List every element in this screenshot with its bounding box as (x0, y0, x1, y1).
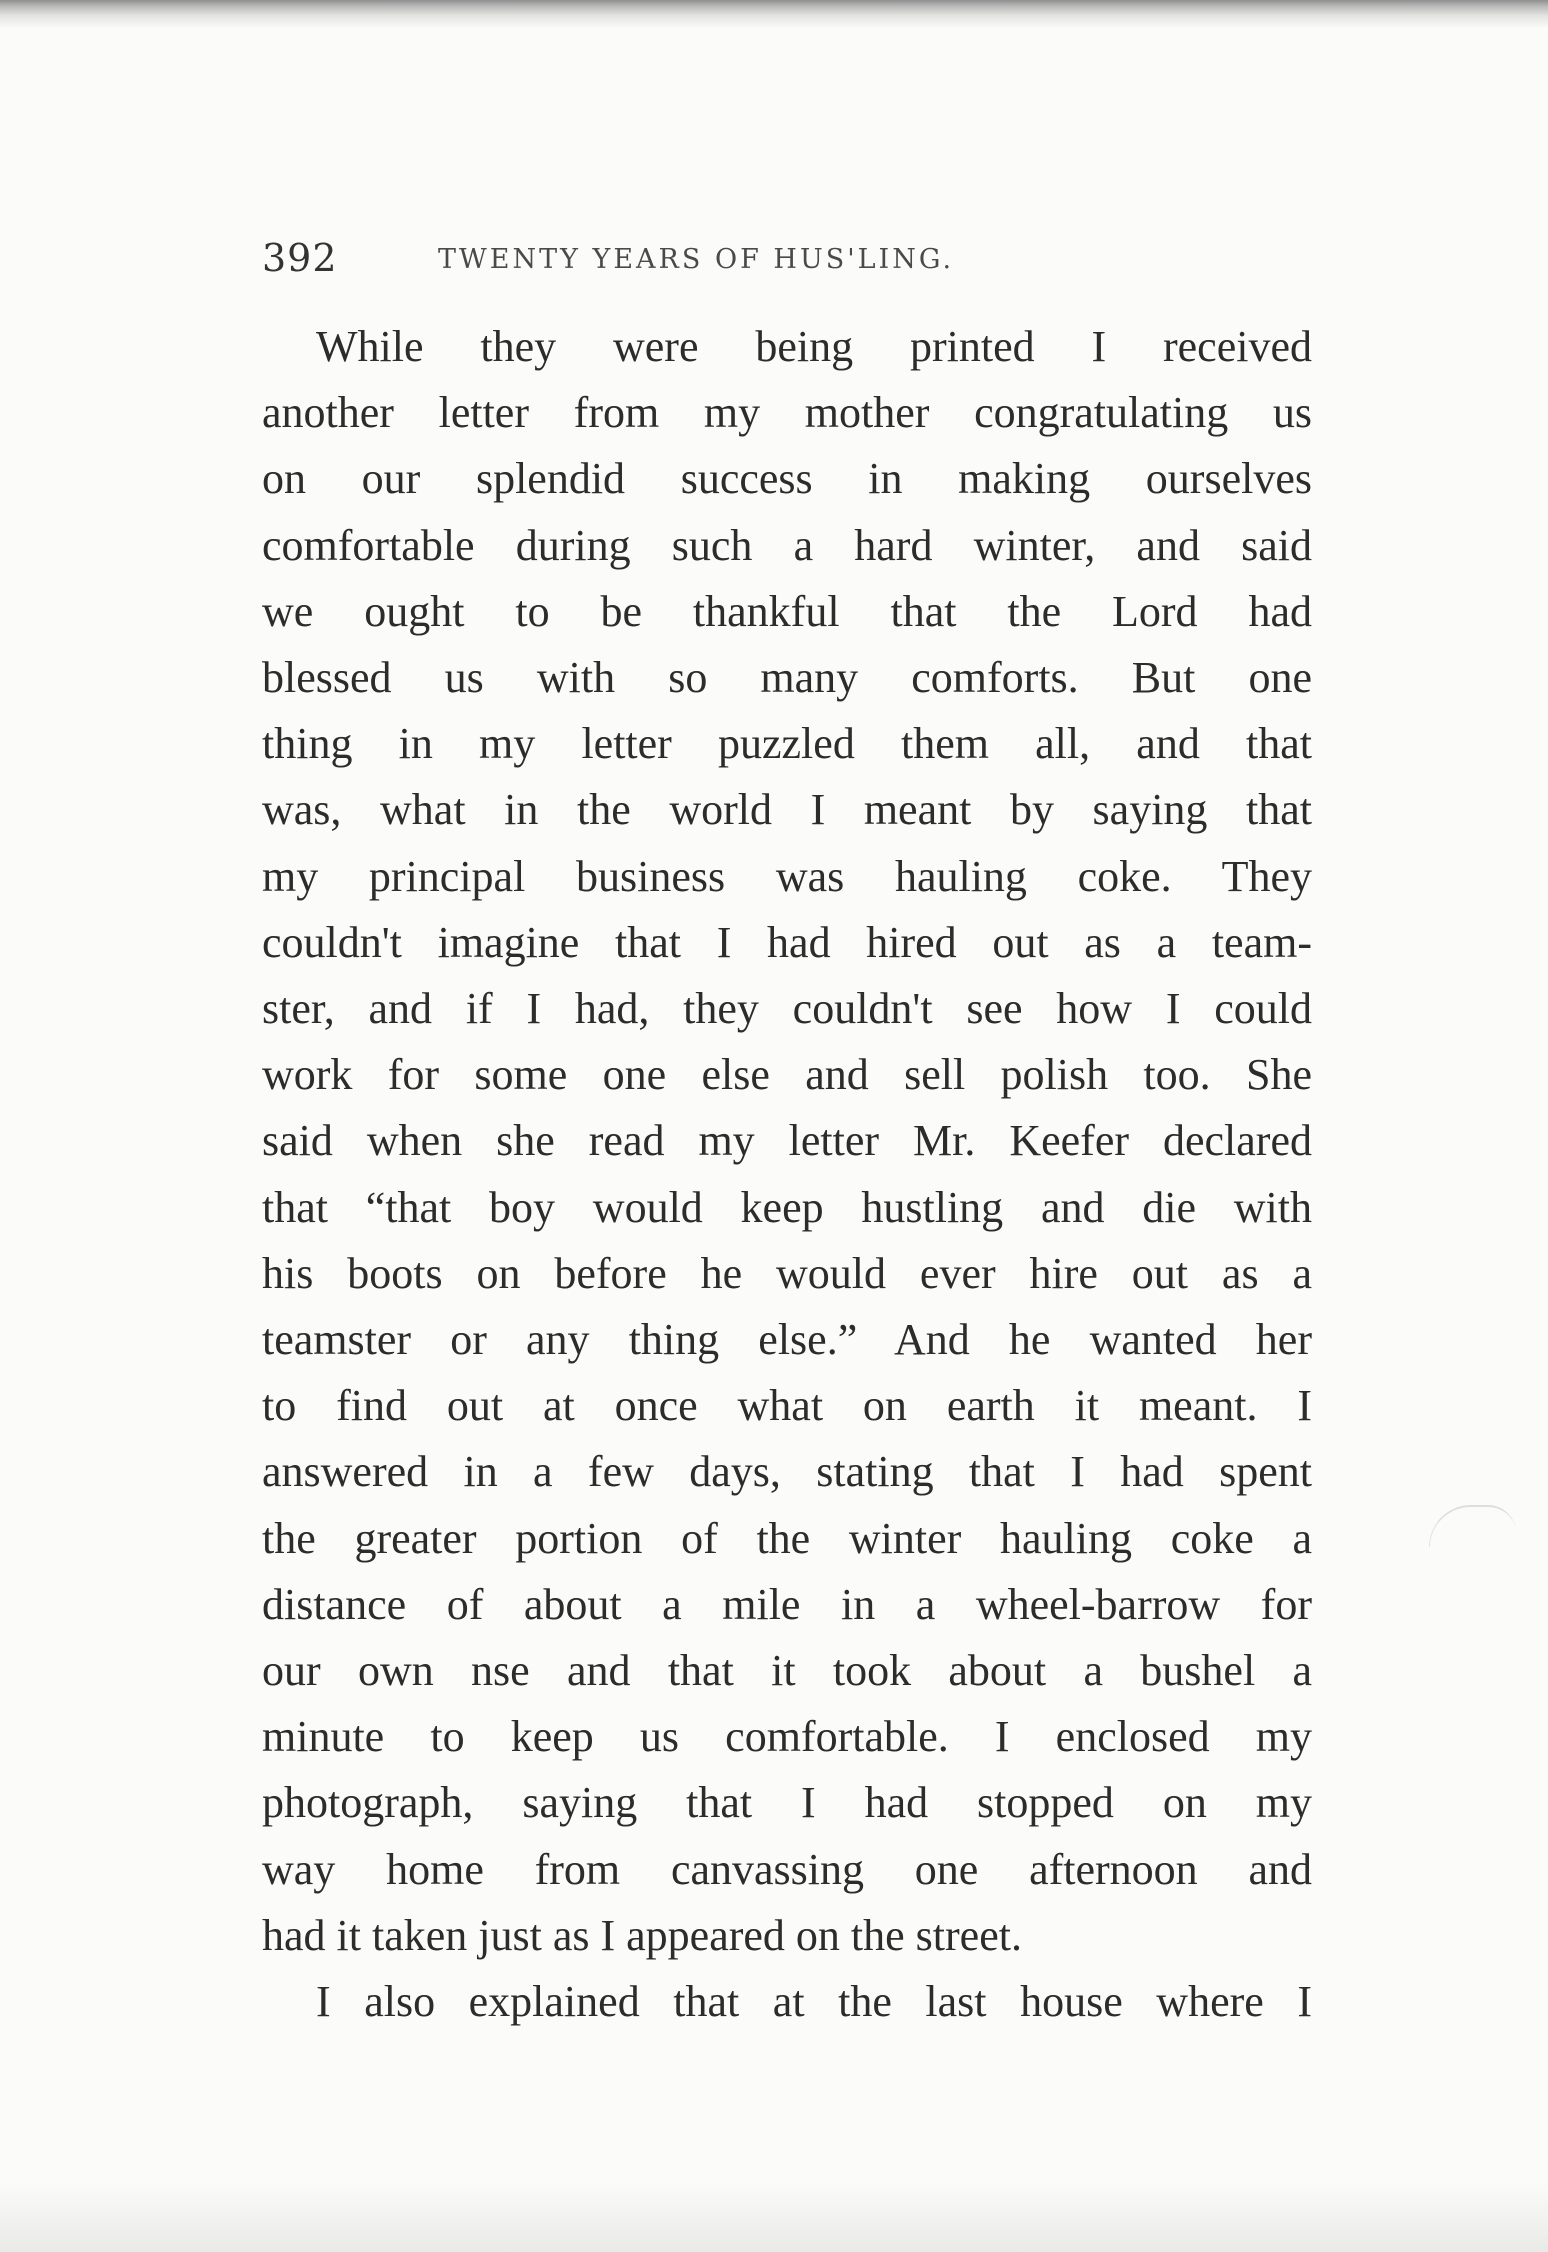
text-line: we ought to be thankful that the Lord had (262, 586, 1312, 636)
text-line: our own nse and that it took about a bushel a (262, 1646, 1312, 1696)
text-line: ster, and if I had, they couldn't see how I could (262, 984, 1312, 1034)
text-line: distance of about a mile in a wheel-barrow for (262, 1579, 1312, 1629)
text-line: way home from canvassing one afternoon and (262, 1844, 1312, 1894)
text-line: work for some one else and sell polish too. She (262, 1050, 1312, 1100)
text-line: to find out at once what on earth it meant. I (262, 1381, 1312, 1431)
page-top-edge-shadow (0, 0, 1548, 28)
text-line: comfortable during such a hard winter, and said (262, 520, 1312, 570)
text-line: another letter from my mother congratulating us (262, 388, 1312, 438)
text-line: teamster or any thing else.” And he wanted her (262, 1315, 1312, 1365)
text-line: While they were being printed I received (316, 322, 1312, 371)
text-line: photograph, saying that I had stopped on my (262, 1778, 1312, 1828)
text-line: answered in a few days, stating that I had spent (262, 1447, 1312, 1497)
running-head: TWENTY YEARS OF HUS'LING. (438, 244, 955, 275)
text-line: that “that boy would keep hustling and die with (262, 1182, 1312, 1232)
text-line: minute to keep us comfortable. I enclosed my (262, 1712, 1312, 1762)
text-line: thing in my letter puzzled them all, and that (262, 719, 1312, 769)
text-line: had it taken just as I appeared on the street. (262, 1910, 1022, 1960)
text-line: said when she read my letter Mr. Keefer declared (262, 1116, 1312, 1166)
text-line: I also explained that at the last house where I (316, 1977, 1312, 2027)
text-line: blessed us with so many comforts. But one (262, 653, 1312, 703)
page-bottom-edge-shadow (0, 2182, 1548, 2252)
text-line: on our splendid success in making ourselves (262, 454, 1312, 504)
page-smudge (1429, 1505, 1516, 1547)
text-line: the greater portion of the winter hauling coke a (262, 1513, 1312, 1563)
page-header (262, 232, 1122, 288)
text-line: couldn't imagine that I had hired out as a team- (262, 917, 1312, 967)
page-number: 392 (262, 236, 338, 280)
text-line: was, what in the world I meant by saying that (262, 785, 1312, 835)
body-text (262, 314, 1312, 2035)
paragraph-2 (262, 1969, 1312, 2035)
text-line: his boots on before he would ever hire out as a (262, 1248, 1312, 1298)
paragraph-1 (262, 314, 1312, 1969)
text-line: my principal business was hauling coke. They (262, 851, 1312, 901)
